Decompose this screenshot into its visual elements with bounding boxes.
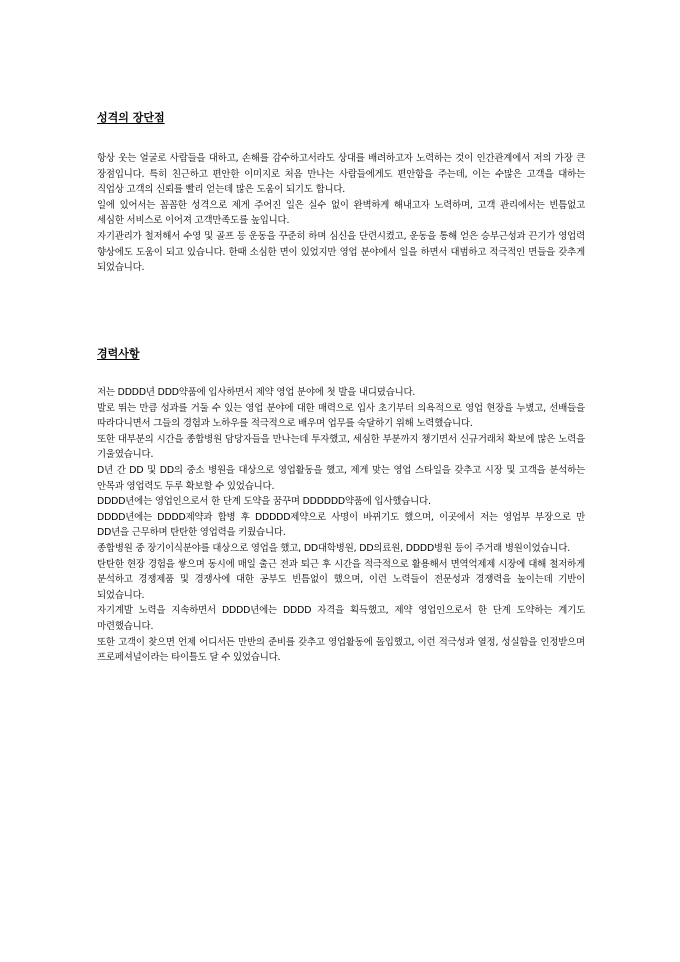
section-title-career: 경력사항 xyxy=(97,347,140,360)
career-paragraph: D년 간 DD 및 DD의 중소 병원을 대상으로 영업활동을 했고, 제게 맞는 영업 스타일을 갖추고 시장 및 고객을 분석하는 안목과 영업력도 두루 확보할 수 있었습니다. xyxy=(97,464,585,492)
career-paragraph: 저는 DDDD년 DDD약품에 입사하면서 제약 영업 분야에 첫 발을 내디뎠습니다. xyxy=(97,387,416,398)
career-section xyxy=(97,346,585,666)
personality-paragraph: 항상 웃는 얼굴로 사람들을 대하고, 손해를 감수하고서라도 상대를 배려하고자 노력하는 것이 인간관계에서 저의 가장 큰 장점입니다. 특히 친근하고 편안한 이미지로 처음 만나는 사람들에게도 편안함을 주는데, 이는 수많은 고객을 대하는 직업상 고객의 신뢰를 빨리 얻는데 많은 도움이 되기도 합니다. xyxy=(97,153,585,196)
career-paragraph: 또한 고객이 찾으면 언제 어디서든 만반의 준비를 갖추고 영업활동에 돌입했고, 이런 적극성과 열정, 성실함을 인정받으며 프로페셔널이라는 타이틀도 달 수 있었습니다. xyxy=(97,636,585,664)
career-paragraph: 종합병원 중 장기이식분야를 대상으로 영업을 했고, DD대학병원, DD의료원, DDDD병원 등이 주거래 병원이었습니다. xyxy=(97,542,571,554)
career-paragraph: 또한 대부분의 시간을 종합병원 담당자들을 만나는데 투자했고, 세심한 부분까지 챙기면서 신규거래처 확보에 많은 노력을 기울였습니다. xyxy=(97,433,585,461)
personality-paragraph: 일에 있어서는 꼼꼼한 성격으로 제게 주어진 일은 실수 없이 완벽하게 해내고자 노력하며, 고객 관리에서는 빈틈없고 세심한 서비스로 이어져 고객만족도를 높입니다. xyxy=(97,199,585,227)
personality-body xyxy=(97,151,585,276)
career-paragraph: 자기계발 노력을 지속하면서 DDDD년에는 DDDD 자격을 획득했고, 제약 영업인으로서 한 단계 도약하는 계기도 마련했습니다. xyxy=(97,605,585,632)
career-paragraph: DDDD년에는 DDDD제약과 합병 후 DDDDD제약으로 사명이 바뀌기도 했으며, 이곳에서 저는 영업부 부장으로 만 DD년을 근무하며 탄탄한 영업력을 키웠습니다. xyxy=(97,511,585,539)
personality-paragraph: 자기관리가 철저해서 수영 및 골프 등 운동을 꾸준히 하며 심신을 단련시켰고, 운동을 통해 얻은 승부근성과 끈기가 영업력 향상에도 도움이 되고 있습니다. 한때 소심한 면이 있었지만 영업 분야에서 일을 하면서 대범하고 적극적인 면들을 갖추게 되었습니다. xyxy=(97,230,585,274)
personality-section xyxy=(97,110,585,276)
career-paragraph: 탄탄한 현장 경험을 쌓으며 동시에 매일 출근 전과 퇴근 후 시간을 적극적으로 활용해서 면역억제제 시장에 대해 철저하게 분석하고 경쟁제품 및 경쟁사에 대한 공부도 빈틈없이 했으며, 이런 노력들이 전문성과 경쟁력을 높이는데 기반이 되었습니다. xyxy=(97,558,585,601)
career-paragraph: 발로 뛰는 만큼 성과를 거둘 수 있는 영업 분야에 대한 매력으로 입사 초기부터 의욕적으로 영업 현장을 누볐고, 선배들을 따라다니면서 그들의 경험과 노하우를 적극적으로 배우며 업무를 숙달하기 위해 노력했습니다. xyxy=(97,402,585,430)
career-paragraph: DDDD년에는 영업인으로서 한 단계 도약을 꿈꾸며 DDDDDD약품에 입사했습니다. xyxy=(97,496,431,508)
section-title-personality: 성격의 장단점 xyxy=(97,111,165,124)
career-body xyxy=(97,385,585,666)
